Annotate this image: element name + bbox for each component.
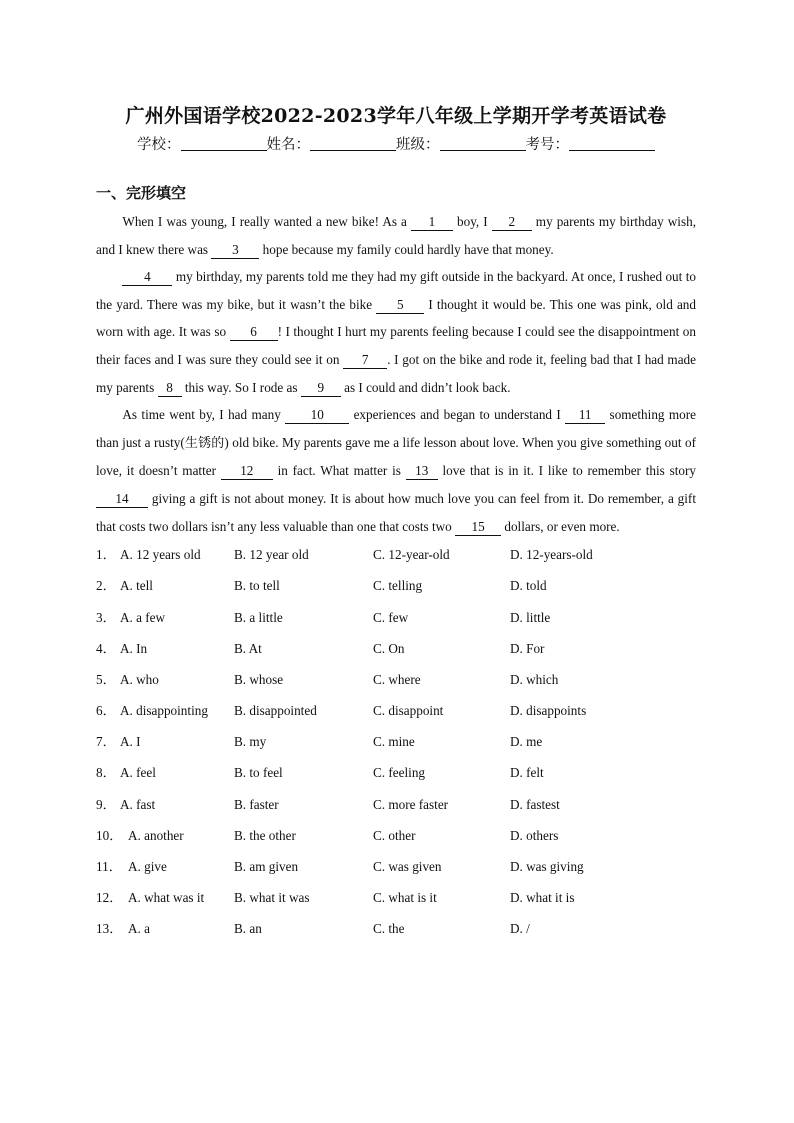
passage-text: When I was young, I really wanted a new bike! As a <box>122 214 411 229</box>
option-a[interactable]: A. a few <box>120 609 166 625</box>
passage-text: as I could and didn’t look back. <box>340 379 511 395</box>
blank-14: 14 <box>96 491 148 508</box>
option-b[interactable]: B. the other <box>234 827 296 843</box>
blank-9: 9 <box>301 380 341 397</box>
option-c[interactable]: C. other <box>373 827 416 843</box>
question-row <box>96 825 696 856</box>
option-d[interactable]: D. told <box>510 578 547 594</box>
option-c[interactable]: C. disappoint <box>373 703 444 719</box>
option-d[interactable]: D. what it is <box>510 890 575 906</box>
option-d[interactable]: D. fastest <box>510 796 560 812</box>
passage-text: . I got on the bike and rode it, feeling bad that I had made my parents <box>96 351 696 395</box>
passage-text: love that is in it. I like to remember this story <box>437 463 696 479</box>
option-a[interactable]: A. I <box>120 734 141 750</box>
class-blank <box>440 136 526 151</box>
option-c[interactable]: C. more faster <box>373 796 449 812</box>
question-row <box>96 794 696 825</box>
question-row <box>96 669 696 700</box>
option-c[interactable]: C. On <box>373 640 405 656</box>
question-row <box>96 607 696 638</box>
option-b[interactable]: B. what it was <box>234 890 310 906</box>
option-b[interactable]: B. disappointed <box>234 703 317 719</box>
name-label: 姓名： <box>266 137 310 153</box>
option-a[interactable]: A. feel <box>120 765 156 781</box>
question-row <box>96 575 696 606</box>
option-d[interactable]: D. For <box>510 640 545 656</box>
blank-12: 12 <box>221 463 273 480</box>
name-blank <box>310 136 396 151</box>
passage-text: ) old bike. My parents gave me a life lesson about love. When you give something out of love, it doesn’t matter <box>96 434 696 479</box>
option-a[interactable]: A. give <box>128 859 167 874</box>
blank-15: 15 <box>455 519 501 536</box>
question-number: 1． <box>96 547 116 563</box>
question-number: 5． <box>96 671 116 687</box>
number-blank <box>569 136 655 151</box>
passage-text: my parents my birthday wish, and I knew there was <box>96 214 696 257</box>
question-number: 9． <box>96 796 116 812</box>
blank-7: 7 <box>343 352 387 369</box>
option-d[interactable]: D. which <box>510 671 559 687</box>
passage-text: experiences and began to understand I <box>349 407 566 423</box>
passage-text: boy, I <box>452 214 492 229</box>
blank-6: 6 <box>230 324 278 341</box>
passage-text: this way. So I rode as <box>181 379 301 395</box>
option-a[interactable]: A. a <box>128 921 150 937</box>
option-a[interactable]: A. what was it <box>128 890 205 906</box>
blank-3: 3 <box>211 242 259 259</box>
option-c[interactable]: C. where <box>373 671 421 687</box>
option-b[interactable]: B. to tell <box>234 578 280 594</box>
option-d[interactable]: D. felt <box>510 765 544 781</box>
passage-text: ! I thought I hurt my parents feeling because I could see the disappointment on their faces and I was sure they could see it on <box>96 324 696 367</box>
student-info-line <box>96 134 696 156</box>
blank-8: 8 <box>158 380 182 397</box>
option-b[interactable]: B. a little <box>234 609 283 625</box>
passage-chinese-gloss: 生锈的 <box>184 435 225 451</box>
question-number: 2． <box>96 578 116 594</box>
question-row <box>96 856 696 887</box>
option-b[interactable]: B. an <box>234 921 262 937</box>
option-a[interactable]: A. In <box>120 640 148 656</box>
blank-11: 11 <box>565 407 605 424</box>
blank-13: 13 <box>406 463 438 480</box>
option-c[interactable]: C. telling <box>373 578 423 594</box>
option-c[interactable]: C. was given <box>373 859 442 874</box>
option-d[interactable]: D. others <box>510 827 559 843</box>
option-a[interactable]: A. fast <box>120 796 156 812</box>
passage-paragraph-2 <box>96 263 696 401</box>
number-label: 考号： <box>525 137 569 153</box>
passage-text: something more than just a rusty( <box>96 407 696 450</box>
option-a[interactable]: A. disappointing <box>120 703 208 719</box>
question-row <box>96 544 696 575</box>
option-a[interactable]: A. tell <box>120 578 153 594</box>
option-c[interactable]: C. 12-year-old <box>373 547 450 563</box>
blank-2: 2 <box>492 214 532 231</box>
exam-page <box>96 102 696 950</box>
passage-text: As time went by, I had many <box>122 407 286 423</box>
option-b[interactable]: B. am given <box>234 859 299 874</box>
option-b[interactable]: B. 12 year old <box>234 547 309 563</box>
blank-5: 5 <box>376 297 424 314</box>
option-a[interactable]: A. 12 years old <box>120 547 201 563</box>
option-b[interactable]: B. to feel <box>234 765 283 781</box>
option-a[interactable]: A. another <box>128 827 184 843</box>
option-a[interactable]: A. who <box>120 671 159 687</box>
option-d[interactable]: D. was giving <box>510 859 584 874</box>
blank-4: 4 <box>122 269 172 286</box>
option-c[interactable]: C. mine <box>373 734 415 750</box>
option-b[interactable]: B. faster <box>234 796 279 812</box>
option-c[interactable]: C. what is it <box>373 890 437 906</box>
question-number: 7． <box>96 734 116 750</box>
question-row <box>96 762 696 793</box>
question-row <box>96 918 696 949</box>
option-d[interactable]: D. disappoints <box>510 703 587 719</box>
passage-paragraph-1 <box>96 208 696 263</box>
option-d[interactable]: D. me <box>510 734 543 750</box>
question-number: 13． <box>96 921 123 937</box>
passage-paragraph-3 <box>96 401 696 540</box>
question-row <box>96 700 696 731</box>
passage-text: dollars, or even more. <box>501 518 620 534</box>
question-number: 4． <box>96 640 116 656</box>
question-options-list <box>96 544 696 949</box>
question-row <box>96 638 696 669</box>
blank-1: 1 <box>411 214 453 231</box>
option-b[interactable]: B. my <box>234 734 267 750</box>
passage-text: my birthday, my parents told me they had my gift outside in the backyard. At once, I rushed out to the yard. There was my bike, but it wasn’t the bike <box>96 269 696 312</box>
question-number: 12． <box>96 890 123 906</box>
section-title: 一、完形填空 <box>96 184 187 202</box>
school-label: 学校： <box>137 137 181 153</box>
question-row <box>96 887 696 918</box>
question-number: 6． <box>96 703 116 719</box>
passage-text: hope because my family could hardly have that money. <box>259 241 554 257</box>
passage-text: in fact. What matter is <box>272 463 406 479</box>
option-b[interactable]: B. At <box>234 640 262 656</box>
option-b[interactable]: B. whose <box>234 671 284 687</box>
question-number: 8． <box>96 765 116 781</box>
option-c[interactable]: C. feeling <box>373 765 426 781</box>
question-number: 3． <box>96 609 116 625</box>
option-c[interactable]: C. few <box>373 609 409 625</box>
option-d[interactable]: D. 12-years-old <box>510 547 593 563</box>
option-c[interactable]: C. the <box>373 921 405 937</box>
option-d[interactable]: D. little <box>510 609 551 625</box>
class-label: 班级： <box>396 137 440 153</box>
question-number: 10． <box>96 827 123 843</box>
page-title: 广州外国语学校2022-2023学年八年级上学期开学考英语试卷 <box>125 105 667 127</box>
question-number: 11． <box>96 859 122 874</box>
passage-text: giving a gift is not about money. It is about how much love you can feel from it. Do remember, a gift that costs two dollars isn’t any less valuable than one that costs two <box>96 490 696 534</box>
school-blank <box>181 136 267 151</box>
passage-text: I thought it would be. This one was pink, old and worn with age. It was so <box>96 296 696 340</box>
blank-10: 10 <box>285 407 349 424</box>
question-row <box>96 731 696 762</box>
option-d[interactable]: D. / <box>510 921 530 937</box>
